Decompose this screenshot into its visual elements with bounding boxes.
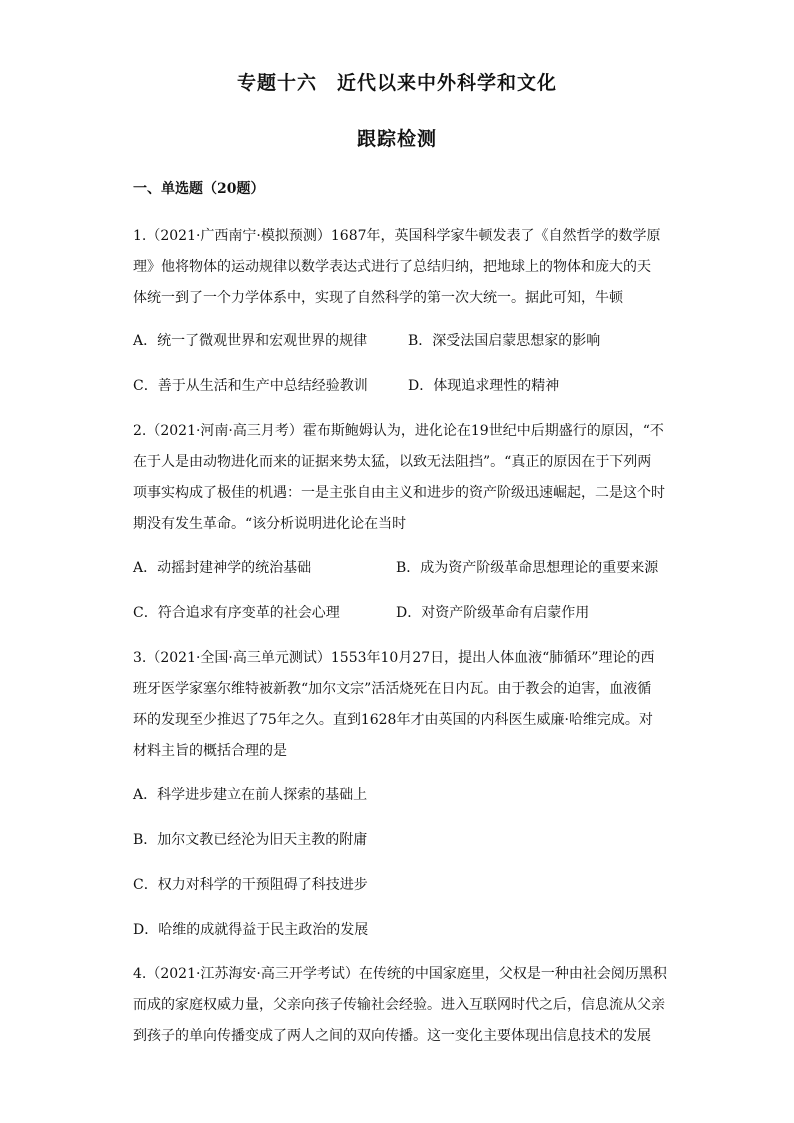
q1-option-b: B．深受法国启蒙思想家的影响	[408, 333, 601, 349]
q1-stem-line-1: 1.（2021·广西南宁·模拟预测）1687年，英国科学家牛顿发表了《自然哲学的数学原	[133, 228, 661, 244]
q1-option-c: C．善于从生活和生产中总结经验教训	[133, 378, 368, 394]
q2-option-c: C．符合追求有序变革的社会心理	[133, 605, 340, 621]
q2-stem-line-2: 在于人是由动物进化而来的证据来势太猛，以致无法阻挡”。“真正的原因在于下列两	[133, 454, 652, 470]
q4-stem-line-3: 到孩子的单向传播变成了两人之间的双向传播。这一变化主要体现出信息技术的发展	[133, 1028, 651, 1044]
q1-option-d: D．体现追求理性的精神	[408, 378, 560, 394]
q3-stem-line-4: 材料主旨的概括合理的是	[133, 743, 287, 759]
q2-option-b: B．成为资产阶级革命思想理论的重要来源	[396, 560, 659, 576]
q3-option-b: B．加尔文教已经沦为旧天主教的附庸	[133, 832, 368, 848]
q4-stem-line-2: 而成的家庭权威力量，父亲向孩子传输社会经验。进入互联网时代之后，信息流从父亲	[133, 997, 665, 1013]
q4-stem-line-1: 4.（2021·江苏海安·高三开学考试）在传统的中国家庭里，父权是一种由社会阅历黑积	[133, 966, 667, 982]
q2-stem-line-3: 项事实构成了极佳的机遇：一是主张自由主义和进步的资产阶级迅速崛起，二是这个时	[133, 485, 665, 501]
q2-option-a: A．动摇封建神学的统治基础	[133, 560, 312, 576]
q2-stem-line-1: 2.（2021·河南·高三月考）霍布斯鲍姆认为，进化论在19世纪中后期盛行的原因，“不	[133, 423, 664, 439]
q2-option-d: D．对资产阶级革命有启蒙作用	[396, 605, 590, 621]
q3-stem-line-1: 3.（2021·全国·高三单元测试）1553年10月27日，提出人体血液“肺循环”理论的西	[133, 650, 655, 666]
q1-stem-line-2: 理》他将物体的运动规律以数学表达式进行了总结归纳，把地球上的物体和庞大的天	[133, 259, 651, 275]
page-subtitle: 跟踪检测	[356, 128, 437, 150]
q3-option-a: A．科学进步建立在前人探索的基础上	[133, 787, 368, 803]
q1-stem-line-3: 体统一到了一个力学体系中，实现了自然科学的第一次大统一。据此可知，牛顿	[133, 290, 623, 306]
q3-option-d: D．哈维的成就得益于民主政治的发展	[133, 922, 369, 938]
section-heading: 一、单选题（20题）	[133, 181, 265, 197]
q3-stem-line-3: 环的发现至少推迟了75年之久。直到1628年才由英国的内科医生威廉·哈维完成。对	[133, 712, 653, 728]
q3-stem-line-2: 班牙医学家塞尔维特被新教“加尔文宗”活活烧死在日内瓦。由于教会的迫害，血液循	[133, 681, 652, 697]
page-title: 专题十六 近代以来中外科学和文化	[236, 72, 557, 94]
q1-option-a: A．统一了微观世界和宏观世界的规律	[133, 333, 368, 349]
q3-option-c: C．权力对科学的干预阻碍了科技进步	[133, 877, 368, 893]
q2-stem-line-4: 期没有发生革命。“该分析说明进化论在当时	[133, 516, 407, 532]
